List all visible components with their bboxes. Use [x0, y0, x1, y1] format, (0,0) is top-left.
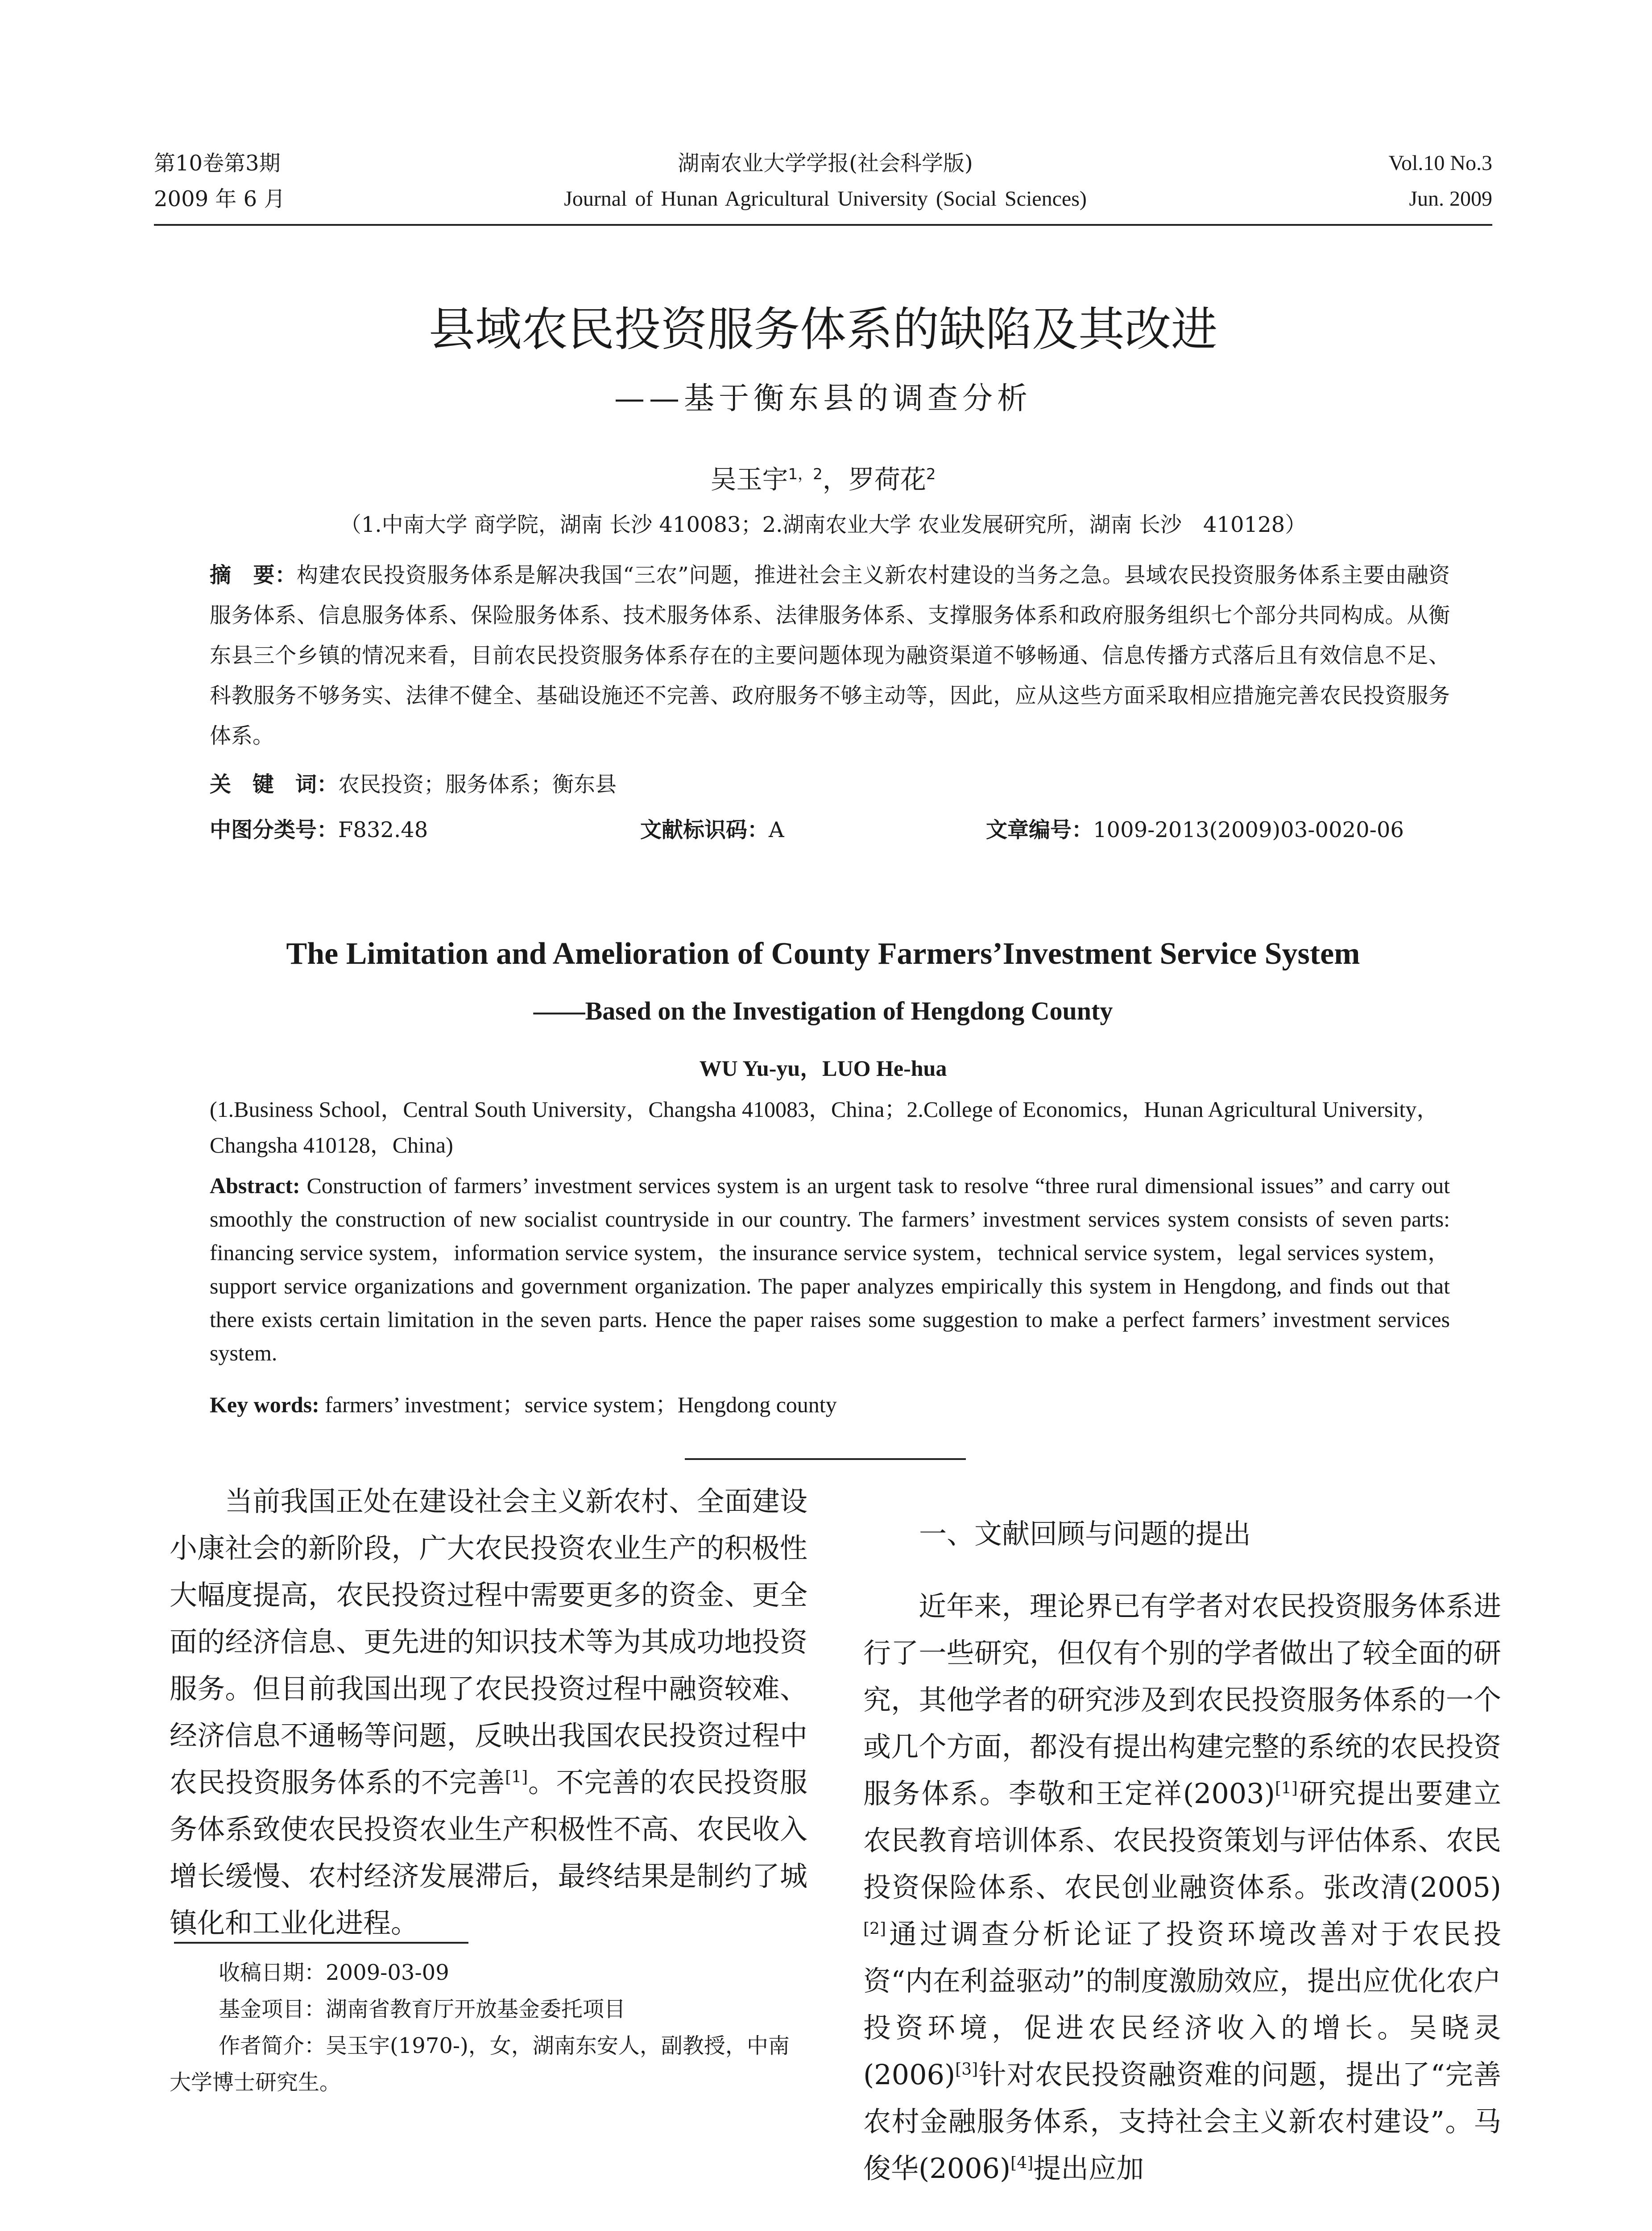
- article-subtitle-en: ——Based on the Investigation of Hengdong County: [533, 996, 1113, 1025]
- keywords-text-cn: 农民投资；服务体系；衡东县: [338, 772, 617, 797]
- affiliation-cn: （1.中南大学 商学院，湖南 长沙 410083；2.湖南农业大学 农业发展研究所，湖南 长沙 410128）: [340, 512, 1307, 537]
- clc-number: [210, 812, 428, 848]
- header-date-en: Jun. 2009: [1409, 187, 1492, 211]
- author-2-name: 罗荷花: [848, 464, 926, 495]
- author-2-affil-mark: 2: [926, 465, 936, 483]
- author-1-name: 吴玉宇: [710, 464, 788, 495]
- article-title-en: The Limitation and Amelioration of County Farmers’Investment Service System: [286, 937, 1360, 971]
- abstract-label-en: Abstract:: [210, 1173, 300, 1198]
- body-right-column: [863, 1583, 1501, 2192]
- document-code-value: A: [769, 817, 784, 842]
- citation-ref: [3]: [955, 2060, 978, 2079]
- paragraph-text: 通过调查分析论证了投资环境改善对于农民投资“内在利益驱动”的制度激励效应，提出应优化农户投资环境，促进农民经济收入的增长。吴晓灵(2006): [863, 1918, 1501, 2091]
- footnote-fund: 基金项目：湖南省教育厅开放基金委托项目: [219, 1997, 626, 2022]
- author-1-affil-mark: 1，2: [788, 465, 823, 483]
- header-journal-cn: 湖南农业大学学报(社会科学版): [678, 151, 973, 176]
- article-number: [986, 812, 1404, 848]
- keywords-en: [210, 1387, 837, 1422]
- document-code-label: 文献标识码：: [640, 817, 769, 842]
- paragraph-text: 。不完善的农民投资服务体系致使农民投资农业生产积极性不高、农民收入增长缓慢、农村经济发展滞后，最终结果是制约了城镇化和工业化进程。: [170, 1766, 807, 1939]
- abstract-label-cn: 摘 要：: [210, 563, 297, 588]
- citation-ref: [2]: [863, 1920, 886, 1938]
- keywords-cn: [210, 767, 617, 802]
- header-journal-en: Journal of Hunan Agricultural University (Social Sciences): [564, 187, 1087, 211]
- section-divider: [685, 1458, 966, 1460]
- footnote-author-bio: 作者简介：吴玉宇(1970-)，女，湖南东安人，副教授，中南大学博士研究生。: [170, 2033, 790, 2095]
- abstract-cn: [210, 555, 1450, 756]
- abstract-text-cn: 构建农民投资服务体系是解决我国“三农”问题，推进社会主义新农村建设的当务之急。县域农民投资服务体系主要由融资服务体系、信息服务体系、保险服务体系、技术服务体系、法律服务体系、支撑服务体系和政府服务组织七个部分共同构成。从衡东县三个乡镇的情况来看，目前农民投资服务体系存在的主要问题体现为融资渠道不够畅通、信息传播方式落后且有效信息不足、科教服务不够务实、法律不健全、基础设施还不完善、政府服务不够主动等，因此，应从这些方面采取相应措施完善农民投资服务体系。: [210, 563, 1450, 748]
- header-rule: [154, 224, 1492, 226]
- paragraph-text: 近年来，理论界已有学者对农民投资服务体系进行了一些研究，但仅有个别的学者做出了较全面的研究，其他学者的研究涉及到农民投资服务体系的一个或几个方面，都没有提出构建完整的系统的农民投资服务体系。李敬和王定祥(2003): [863, 1590, 1501, 1810]
- authors-cn: [154, 454, 1492, 499]
- article-number-value: 1009-2013(2009)03-0020-06: [1093, 817, 1404, 842]
- keywords-label-cn: 关 键 词：: [210, 772, 339, 797]
- paragraph-text: 研究提出要建立农民教育培训体系、农民投资策划与评估体系、农民投资保险体系、农民创业融资体系。张改清(2005): [863, 1777, 1501, 1903]
- header-volume-issue: 第10卷第3期: [154, 151, 281, 176]
- keywords-label-en: Key words:: [210, 1392, 319, 1417]
- body-paragraph: [170, 1478, 807, 1946]
- citation-ref: [4]: [1010, 2154, 1034, 2173]
- footnote-received: 收稿日期：2009-03-09: [219, 1960, 449, 1985]
- section-heading: 一、文献回顾与问题的提出: [919, 1518, 1251, 1550]
- article-number-label: 文章编号：: [986, 817, 1093, 842]
- article-subtitle-cn: ——基于衡东县的调查分析: [614, 381, 1032, 416]
- paragraph-text: 针对农民投资融资难的问题，提出了“完善农村金融服务体系，支持社会主义新农村建设”。马俊华(2006): [863, 2058, 1501, 2185]
- document-code: [640, 812, 784, 848]
- footnotes: [170, 1954, 807, 2101]
- clc-value: F832.48: [338, 817, 428, 842]
- authors-en: WU Yu-yu，LUO He-hua: [699, 1056, 947, 1081]
- citation-ref: [1]: [1275, 1779, 1298, 1798]
- header-volume-issue-en: Vol.10 No.3: [1388, 151, 1492, 175]
- citation-ref: [1]: [505, 1768, 528, 1787]
- affiliation-en: (1.Business School，Central South University，Changsha 410083，China；2.College of Economics，Hunan Agricultural University，Changsha 410128，China): [210, 1097, 1439, 1157]
- footnote-rule: [174, 1942, 468, 1944]
- abstract-en: [210, 1169, 1450, 1370]
- header-date: 2009 年 6 月: [154, 187, 286, 211]
- body-left-column: [170, 1478, 807, 1946]
- paragraph-text: 提出应加: [1033, 2152, 1144, 2185]
- paragraph-text: 当前我国正处在建设社会主义新农村、全面建设小康社会的新阶段，广大农民投资农业生产的积极性大幅度提高，农民投资过程中需要更多的资金、更全面的经济信息、更先进的知识技术等为其成功地投资服务。但目前我国出现了农民投资过程中融资较难、经济信息不通畅等问题，反映出我国农民投资过程中农民投资服务体系的不完善: [170, 1485, 807, 1799]
- body-paragraph: [863, 1583, 1501, 2192]
- article-title-cn: 县域农民投资服务体系的缺陷及其改进: [428, 302, 1217, 357]
- clc-label: 中图分类号：: [210, 817, 339, 842]
- keywords-text-en: farmers’ investment；service system；Hengdong county: [325, 1392, 837, 1417]
- author-separator: ，: [822, 464, 849, 495]
- abstract-text-en: Construction of farmers’ investment services system is an urgent task to resolve “three rural dimensional issues” and carry out smoothly the construction of new socialist countryside in our country. The farmers’ investment services system consists of seven parts: financing service system，information service system，the insurance service system，technical service system，legal services system，support service organizations and government organization. The paper analyzes empirically this system in Hengdong, and finds out that there exists certain limitation in the seven parts. Hence the paper raises some suggestion to make a perfect farmers’ investment services system.: [210, 1173, 1450, 1365]
